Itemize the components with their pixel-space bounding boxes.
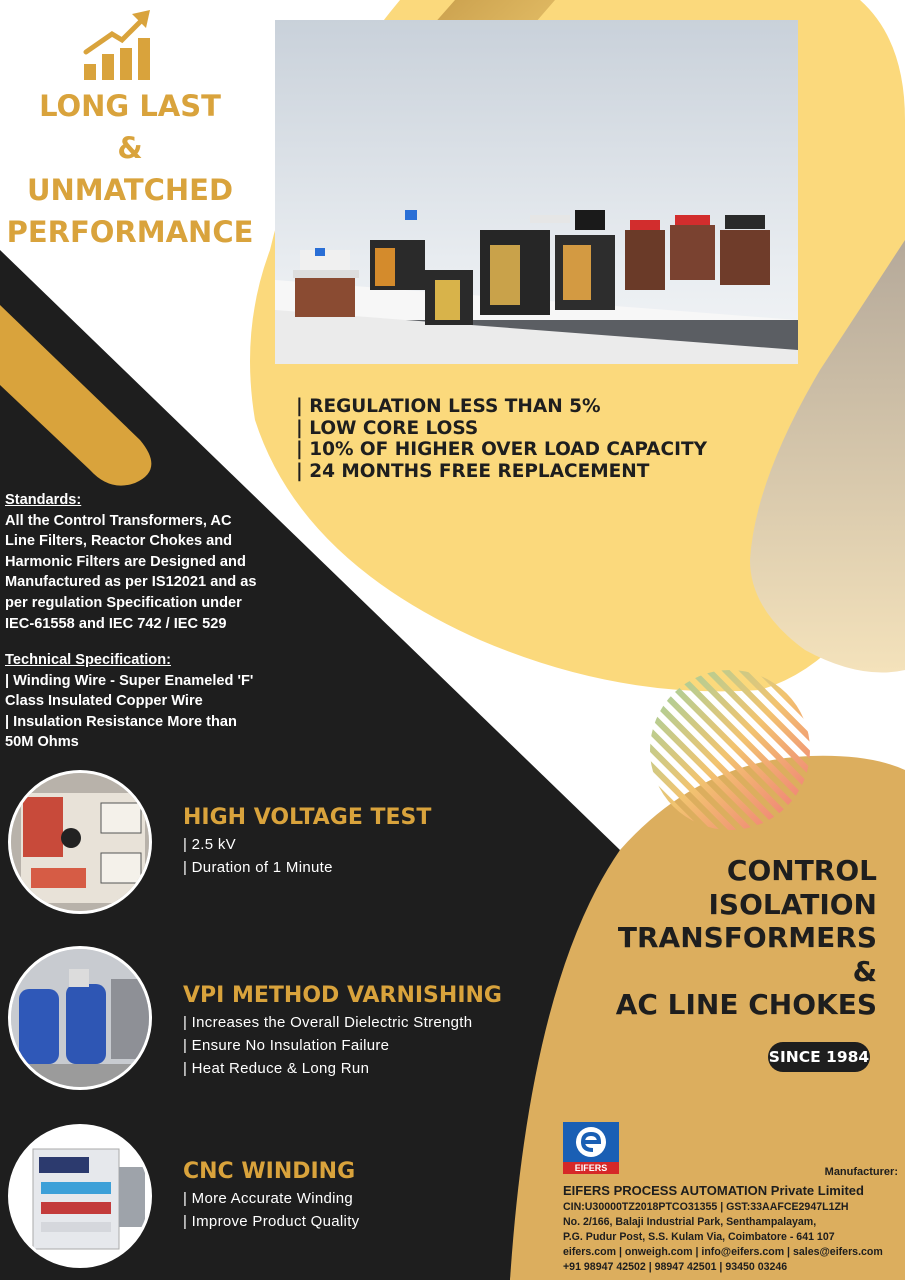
section-title-high-voltage: HIGH VOLTAGE TEST (183, 805, 432, 830)
section-title-cnc: CNC WINDING (183, 1159, 356, 1184)
feature-item: | 24 MONTHS FREE REPLACEMENT (296, 460, 650, 482)
standards-line: IEC-61558 and IEC 742 / IEC 529 (5, 615, 227, 632)
since-badge: SINCE 1984 (768, 1042, 870, 1072)
logo-text: EIFERS (574, 1163, 608, 1173)
vpi-varnishing-photo (8, 946, 152, 1090)
section-line: | Increases the Overall Dielectric Strength (183, 1014, 473, 1031)
section-line: | More Accurate Winding (183, 1190, 354, 1207)
manufacturer-block (563, 1166, 898, 1275)
technical-line: | Winding Wire - Super Enameled 'F' (5, 672, 254, 689)
section-line: | Improve Product Quality (183, 1213, 360, 1230)
growth-chart-icon (82, 8, 154, 82)
company-address-2: P.G. Pudur Post, S.S. Kulam Via, Coimbatore - 641 107 (563, 1231, 835, 1243)
section-line: | 2.5 kV (183, 836, 236, 853)
standards-line: All the Control Transformers, AC (5, 512, 232, 529)
headline-line-1: LONG LAST (39, 89, 221, 123)
standards-line: Line Filters, Reactor Chokes and (5, 533, 233, 550)
feature-item: | REGULATION LESS THAN 5% (296, 396, 601, 417)
product-title-line: ISOLATION (708, 887, 877, 921)
technical-heading: Technical Specification: (5, 652, 171, 668)
company-name: EIFERS PROCESS AUTOMATION Private Limited (563, 1183, 864, 1198)
product-title-line: TRANSFORMERS (617, 921, 877, 954)
standards-line: Harmonic Filters are Designed and (5, 553, 246, 570)
headline (0, 90, 260, 258)
standards-line: per regulation Specification under (5, 594, 242, 611)
section-title-vpi: VPI METHOD VARNISHING (183, 983, 502, 1008)
product-title-line: CONTROL (726, 854, 877, 887)
company-address-1: No. 2/166, Balaji Industrial Park, Senthampalayam, (563, 1216, 817, 1228)
technical-line: | Insulation Resistance More than (5, 713, 237, 730)
company-web: eifers.com | onweigh.com | info@eifers.com | sales@eifers.com (563, 1246, 883, 1258)
feature-list (296, 396, 707, 482)
section-line: | Ensure No Insulation Failure (183, 1037, 390, 1054)
company-cin-gst: CIN:U30000TZ2018PTCO31355 | GST:33AAFCE2947L1ZH (563, 1201, 849, 1213)
product-photo (275, 20, 798, 364)
manufacturer-label: Manufacturer: (824, 1166, 898, 1178)
high-voltage-tester-photo (8, 770, 152, 914)
company-phone: +91 98947 42502 | 98947 42501 | 93450 03246 (563, 1261, 788, 1273)
headline-line-4: PERFORMANCE (6, 215, 254, 249)
section-lines-cnc (183, 1187, 359, 1233)
headline-line-3: UNMATCHED (26, 173, 234, 207)
section-lines-high-voltage (183, 833, 333, 879)
technical-spec-block (5, 650, 295, 753)
cnc-winding-machine-photo (8, 1124, 152, 1268)
technical-line: 50M Ohms (5, 734, 79, 751)
section-line: | Heat Reduce & Long Run (183, 1060, 370, 1077)
technical-line: Class Insulated Copper Wire (5, 693, 203, 710)
standards-line: Manufactured as per IS12021 and as (5, 574, 257, 591)
product-title (616, 854, 877, 1022)
section-line: | Duration of 1 Minute (183, 859, 333, 876)
product-title-line: & (852, 954, 877, 988)
standards-heading: Standards: (5, 492, 82, 508)
feature-item: | LOW CORE LOSS (296, 417, 479, 439)
standards-block (5, 490, 295, 634)
headline-ampersand: & (117, 131, 143, 165)
product-title-line: AC LINE CHOKES (615, 988, 877, 1021)
feature-item: | 10% OF HIGHER OVER LOAD CAPACITY (296, 439, 707, 460)
section-lines-vpi (183, 1011, 472, 1080)
